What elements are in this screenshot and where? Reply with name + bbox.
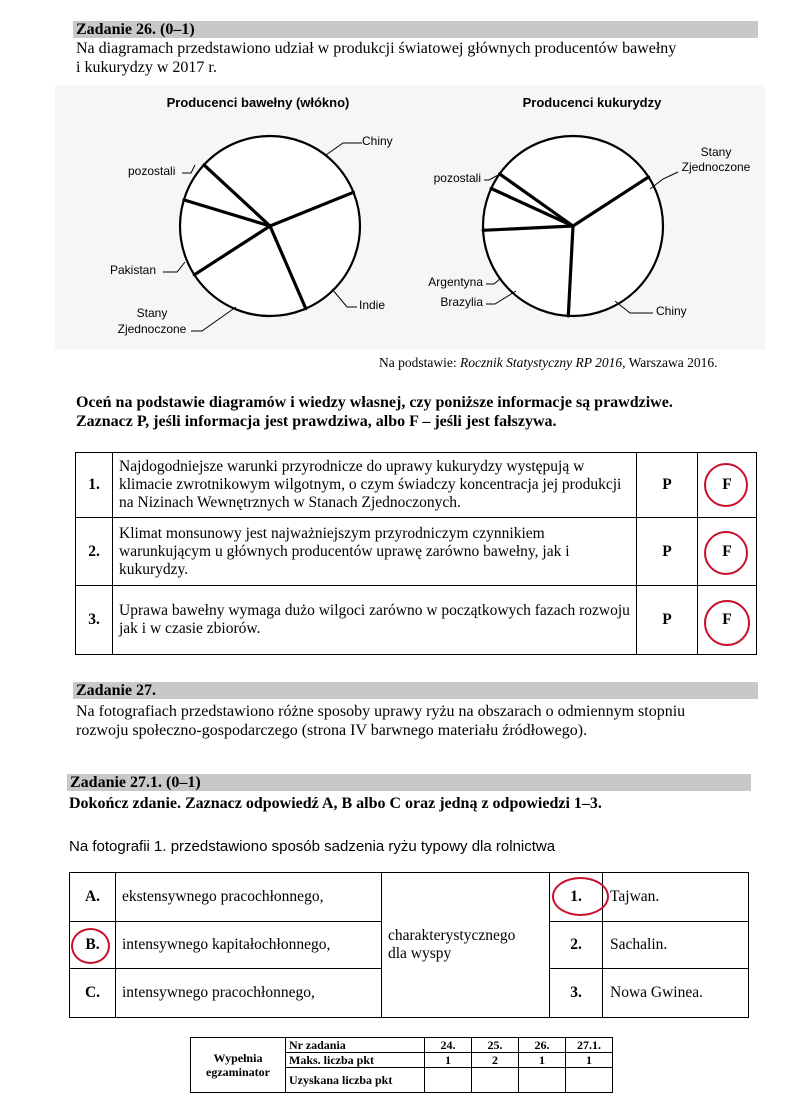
pie-label: Pakistan (110, 263, 157, 277)
max-points: 1 (519, 1053, 566, 1068)
row-max-label: Maks. liczba pkt (286, 1053, 425, 1068)
task-number: 26. (519, 1038, 566, 1053)
pie-label: Zjednoczone (681, 160, 751, 174)
statement-number: 1. (76, 453, 113, 518)
statement-row (76, 586, 757, 655)
score-input[interactable] (519, 1068, 566, 1093)
pie-label: Indie (359, 298, 386, 312)
source-title: Rocznik Statystyczny RP 2016 (459, 355, 623, 370)
option-letter-b[interactable]: B. (70, 922, 116, 969)
option-text-b: intensywnego kapitałochłonnego, (116, 922, 382, 969)
option-text-c: intensywnego pracochłonnego, (116, 969, 382, 1018)
task-number: 27.1. (566, 1038, 613, 1053)
task271-header: Zadanie 27.1. (0–1) (67, 774, 751, 791)
pie-label: Chiny (362, 134, 393, 148)
source-note (379, 355, 717, 371)
task26-intro (76, 39, 766, 77)
examiner-label-line2: egzaminator (206, 1065, 270, 1079)
pie-leader-line (326, 143, 362, 155)
options-table (69, 872, 749, 1018)
max-points: 2 (472, 1053, 519, 1068)
task27-intro (76, 702, 776, 740)
option-number-2[interactable]: 2. (550, 922, 603, 969)
answer-mark-circle (552, 877, 609, 916)
pie-title: Producenci kukurydzy (522, 95, 662, 110)
task-number: 24. (425, 1038, 472, 1053)
answer-f[interactable]: F (698, 586, 757, 655)
task271-sentence: Na fotografii 1. przedstawiono sposób sadzenia ryżu typowy dla rolnictwa (69, 838, 556, 855)
pie-leader-line (163, 262, 185, 272)
cotton-pie-chart (110, 95, 393, 336)
statement-row (76, 518, 757, 586)
examiner-label (191, 1038, 286, 1093)
row-got-label: Uzyskana liczba pkt (286, 1068, 425, 1093)
statement-text: Uprawa bawełny wymaga dużo wilgoci zarówno w początkowych fazach rozwoju jak i w czasie zbiorów. (113, 586, 637, 655)
task26-instruction (76, 393, 766, 431)
source-prefix: Na podstawie: (379, 355, 460, 370)
row-task-label: Nr zadania (286, 1038, 425, 1053)
pie-leader-line (191, 307, 236, 331)
task26-instruction-line1: Oceń na podstawie diagramów i wiedzy własnej, czy poniższe informacje są prawdziwe. (76, 394, 673, 411)
examiner-table (190, 1037, 613, 1093)
pie-leader-line (486, 278, 501, 284)
answer-mark-circle (704, 463, 748, 507)
task26-intro-line2: i kukurydzy w 2017 r. (76, 59, 217, 76)
statement-number: 2. (76, 518, 113, 586)
option-place-2: Sachalin. (603, 922, 749, 969)
option-letter-c[interactable]: C. (70, 969, 116, 1018)
option-text-a: ekstensywnego pracochłonnego, (116, 873, 382, 922)
answer-mark-circle (71, 928, 110, 964)
answer-p[interactable]: P (637, 586, 698, 655)
statement-text: Najdogodniejsze warunki przyrodnicze do uprawy kukurydzy występują w klimacie zwrotnikowym wilgotnym, o czym świadczy koncentracja jej produkcji na Nizinach Wewnętrznych w Stanach Zjednoczonych. (113, 453, 637, 518)
statement-text: Klimat monsunowy jest najważniejszym przyrodniczym czynnikiem warunkującym u głównych producentów uprawę zarówno bawełny, jak i kukurydzy. (113, 518, 637, 586)
pie-label: pozostali (433, 171, 481, 185)
true-false-table (75, 452, 757, 655)
pie-title: Producenci bawełny (włókno) (166, 95, 350, 110)
pie-label: Stany (700, 145, 732, 159)
task26-instruction-line2: Zaznacz P, jeśli informacja jest prawdziwa, albo F – jeśli jest fałszywa. (76, 413, 557, 430)
middle-line2: dla wyspy (388, 945, 452, 962)
task27-header: Zadanie 27. (73, 682, 758, 699)
task27-intro-line1: Na fotografiach przedstawiono różne sposoby uprawy ryżu na obszarach o odmiennym stopniu (76, 703, 686, 720)
corn-pie-chart (428, 95, 750, 318)
task27-intro-line2: rozwoju społeczno-gospodarczego (strona IV barwnego materiału źródłowego). (76, 722, 588, 739)
pie-label: Zjednoczone (117, 322, 187, 336)
answer-p[interactable]: P (637, 453, 698, 518)
score-input[interactable] (566, 1068, 613, 1093)
answer-f[interactable]: F (698, 453, 757, 518)
answer-mark-circle (704, 531, 748, 575)
pie-label: Argentyna (428, 275, 483, 289)
option-letter-a[interactable]: A. (70, 873, 116, 922)
option-number-1[interactable]: 1. (550, 873, 603, 922)
middle-phrase (382, 873, 550, 1018)
option-place-1: Tajwan. (603, 873, 749, 922)
answer-p[interactable]: P (637, 518, 698, 586)
pie-leader-line (182, 165, 195, 173)
answer-mark-circle (704, 600, 750, 646)
score-input[interactable] (425, 1068, 472, 1093)
task26-header: Zadanie 26. (0–1) (73, 21, 758, 38)
pie-leader-line (332, 289, 357, 307)
statement-number: 3. (76, 586, 113, 655)
source-suffix: , Warszawa 2016. (622, 355, 718, 370)
charts-panel (55, 85, 765, 350)
answer-f[interactable]: F (698, 518, 757, 586)
examiner-label-line1: Wypełnia (213, 1051, 263, 1065)
examiner-row-task (191, 1038, 613, 1053)
score-input[interactable] (472, 1068, 519, 1093)
middle-line1: charakterystycznego (388, 927, 516, 944)
max-points: 1 (566, 1053, 613, 1068)
pie-label: Brazylia (440, 295, 483, 309)
pie-label: pozostali (128, 164, 176, 178)
option-place-3: Nowa Gwinea. (603, 969, 749, 1018)
pie-charts (55, 85, 765, 350)
task-number: 25. (472, 1038, 519, 1053)
statement-row (76, 453, 757, 518)
task271-instruction: Dokończ zdanie. Zaznacz odpowiedź A, B albo C oraz jedną z odpowiedzi 1–3. (69, 795, 602, 812)
task26-intro-line1: Na diagramach przedstawiono udział w produkcji światowej głównych producentów bawełny (76, 40, 677, 57)
max-points: 1 (425, 1053, 472, 1068)
option-number-3[interactable]: 3. (550, 969, 603, 1018)
pie-label: Chiny (656, 304, 687, 318)
options-row (70, 873, 749, 922)
pie-label: Stany (136, 306, 168, 320)
